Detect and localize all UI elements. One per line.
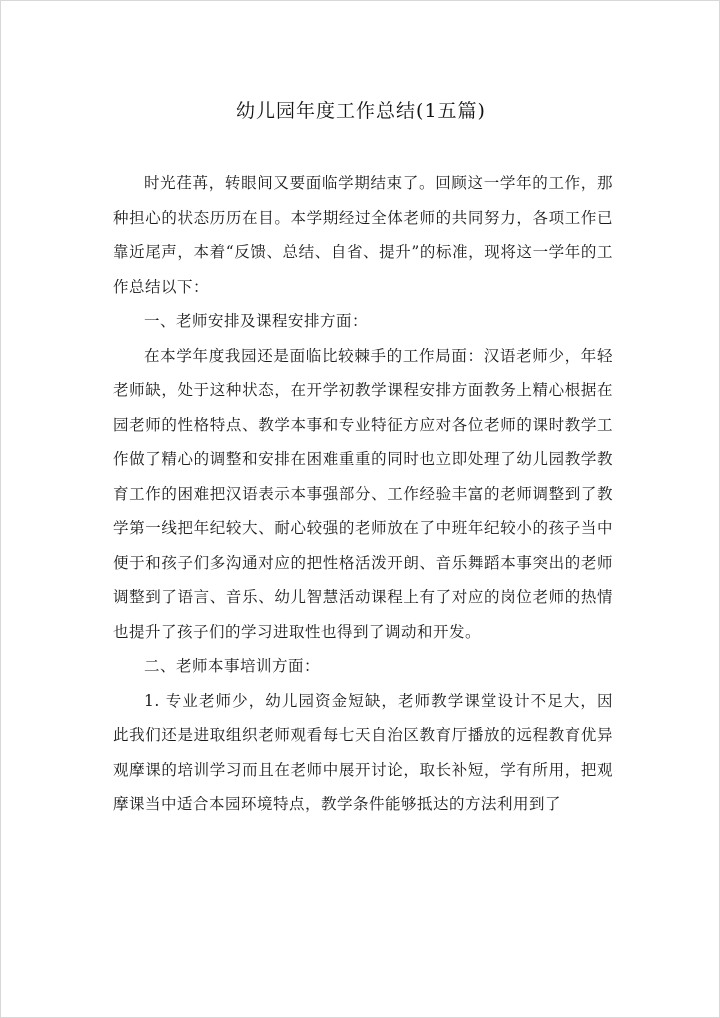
document-title: 幼儿园年度工作总结(1五篇)	[236, 100, 486, 122]
section-2-paragraph: 1. 专业老师少，幼儿园资金短缺，老师教学课堂设计不足大，因此我们还是进取组织老师观看每七天自治区教育厅播放的远程教育优异观摩课的培训学习而且在老师中展开讨论，取长补短，学有所用，把观摩课当中适合本园环境特点，教学条件能够抵达的方法利用到了	[113, 691, 613, 813]
intro-paragraph: 时光荏苒，转眼间又要面临学期结束了。回顾这一学年的工作，那种担心的状态历历在目。本学期经过全体老师的共同努力，各项工作已靠近尾声，本着“反馈、总结、自省、提升”的标准，现将这一学年的工作总结以下：	[113, 174, 613, 296]
section-2-heading: 二、老师本事培训方面：	[144, 657, 321, 675]
section-1-paragraph: 在本学年度我园还是面临比较棘手的工作局面：汉语老师少，年轻老师缺，处于这种状态，在开学初教学课程安排方面教务上精心根据在园老师的性格特点、教学本事和专业特征方应对各位老师的课时教学工作做了精心的调整和安排在困难重重的同时也立即处理了幼儿园教学教育工作的困难把汉语表示本事强部分、工作经验丰富的老师调整到了教学第一线把年纪较大、耐心较强的老师放在了中班年纪较小的孩子当中便于和孩子们多沟通对应的把性格活泼开朗、音乐舞蹈本事突出的老师调整到了语言、音乐、幼儿智慧活动课程上有了对应的岗位老师的热情也提升了孩子们的学习进取性也得到了调动和开发。	[113, 346, 613, 641]
document-body	[113, 166, 613, 822]
section-1-heading: 一、老师安排及课程安排方面：	[144, 312, 369, 330]
